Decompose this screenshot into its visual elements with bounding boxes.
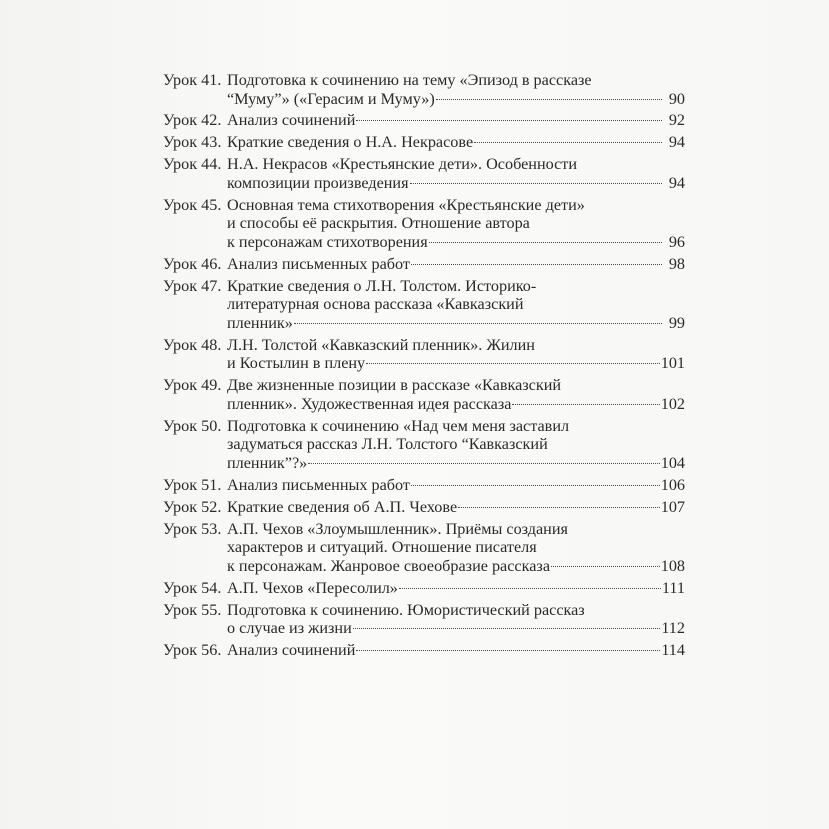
page-number: 96: [668, 232, 685, 251]
toc-entry: [163, 155, 685, 192]
lesson-number: Урок 52.: [163, 497, 222, 516]
lesson-title: [227, 71, 685, 108]
page-number: 94: [668, 133, 685, 152]
lesson-title: [227, 417, 685, 473]
page-number: 94: [668, 173, 685, 192]
lesson-number: Урок 44.: [163, 155, 222, 174]
dot-leader: [411, 485, 660, 486]
dot-leader: [512, 404, 659, 405]
toc-entry: [163, 277, 685, 333]
title-line: Подготовка к сочинению «Над чем меня заставил: [227, 416, 570, 435]
lesson-number: Урок 49.: [163, 376, 222, 395]
dot-leader: [458, 507, 660, 508]
lesson-title: [227, 476, 685, 495]
lesson-title: [227, 498, 685, 517]
dot-leader: [429, 242, 662, 243]
toc-entry: [163, 111, 685, 130]
toc-entry: [163, 417, 685, 473]
lesson-title: [227, 641, 685, 660]
lesson-number: Урок 56.: [163, 641, 222, 660]
dot-leader: [436, 99, 662, 100]
page-number: 90: [668, 89, 685, 108]
title-line: Краткие сведения об А.П. Чехове 107: [227, 497, 685, 516]
lesson-title: [227, 376, 685, 413]
lesson-title: [227, 601, 685, 638]
lesson-title: [227, 579, 685, 598]
title-line: пленник» 99: [227, 313, 685, 332]
page-number: 107: [660, 497, 685, 516]
title-line: “Муму”» («Герасим и Муму») 90: [227, 89, 685, 108]
title-line: Л.Н. Толстой «Кавказский пленник». Жилин: [227, 335, 535, 354]
title-line: литературная основа рассказа «Кавказский: [227, 295, 524, 314]
lesson-number: Урок 41.: [163, 71, 222, 89]
dot-leader: [411, 264, 662, 265]
toc-entry: [163, 579, 685, 598]
title-line: композиции произведения 94: [227, 173, 685, 192]
dot-leader: [551, 566, 660, 567]
lesson-number: Урок 45.: [163, 195, 222, 214]
lesson-number: Урок 53.: [163, 519, 222, 538]
title-line: А.П. Чехов «Злоумышленник». Приёмы создания: [227, 519, 568, 538]
lesson-number: Урок 42.: [163, 111, 222, 130]
lesson-title: [227, 196, 685, 252]
lesson-number: Урок 46.: [163, 254, 222, 273]
lesson-number: Урок 43.: [163, 133, 222, 152]
toc-entry: [163, 336, 685, 373]
title-line: А.П. Чехов «Пересолил» 111: [227, 578, 685, 597]
title-line: Краткие сведения о Л.Н. Толстом. Историко-: [227, 276, 537, 295]
lesson-title: [227, 520, 685, 576]
title-line: Краткие сведения о Н.А. Некрасове 94: [227, 133, 685, 152]
dot-leader: [294, 323, 662, 324]
lesson-title: [227, 255, 685, 274]
title-line: Две жизненные позиции в рассказе «Кавказский: [227, 376, 562, 395]
toc-entry: [163, 133, 685, 152]
dot-leader: [399, 588, 661, 589]
lesson-number: Урок 48.: [163, 335, 222, 354]
toc-entry: [163, 498, 685, 517]
toc-entry: [163, 520, 685, 576]
title-line: Анализ письменных работ 106: [227, 475, 685, 494]
title-line: Анализ сочинений 92: [227, 111, 685, 130]
toc-entry: [163, 601, 685, 638]
table-of-contents: [163, 71, 685, 663]
lesson-number: Урок 47.: [163, 276, 222, 295]
title-line: Анализ сочинений 114: [227, 641, 685, 660]
page-number: 111: [661, 578, 685, 597]
title-line: Н.А. Некрасов «Крестьянские дети». Особенности: [227, 155, 578, 174]
page-number: 114: [661, 641, 685, 660]
title-line: характеров и ситуаций. Отношение писателя: [227, 538, 537, 557]
lesson-number: Урок 51.: [163, 475, 222, 494]
lesson-title: [227, 277, 685, 333]
dot-leader: [410, 183, 662, 184]
lesson-number: Урок 54.: [163, 578, 222, 597]
title-line: пленник». Художественная идея рассказа 102: [227, 394, 685, 413]
title-line: и Костылин в плену 101: [227, 354, 685, 373]
lesson-title: [227, 111, 685, 130]
dot-leader: [356, 120, 662, 121]
title-line: пленник”?» 104: [227, 453, 685, 472]
page-number: 98: [668, 254, 685, 273]
page-number: 106: [660, 475, 685, 494]
dot-leader: [366, 363, 660, 364]
title-line: Подготовка к сочинению на тему «Эпизод в рассказе: [227, 71, 592, 89]
title-line: Основная тема стихотворения «Крестьянские дети»: [227, 195, 585, 214]
lesson-number: Урок 55.: [163, 600, 222, 619]
lesson-title: [227, 155, 685, 192]
toc-entry: [163, 376, 685, 413]
toc-entry: [163, 196, 685, 252]
page-number: 102: [660, 394, 685, 413]
page-number: 104: [660, 453, 685, 472]
title-line: к персонажам стихотворения 96: [227, 232, 685, 251]
dot-leader: [353, 628, 661, 629]
page-number: 92: [668, 111, 685, 130]
lesson-title: [227, 133, 685, 152]
title-line: и способы её раскрытия. Отношение автора: [227, 214, 530, 233]
page-number: 99: [668, 313, 685, 332]
toc-entry: [163, 476, 685, 495]
page-number: 101: [660, 354, 685, 373]
toc-entry: [163, 255, 685, 274]
lesson-title: [227, 336, 685, 373]
page-number: 108: [660, 556, 685, 575]
dot-leader: [474, 142, 662, 143]
title-line: Подготовка к сочинению. Юмористический рассказ: [227, 600, 585, 619]
title-line: к персонажам. Жанровое своеобразие рассказа 108: [227, 556, 685, 575]
dot-leader: [308, 463, 659, 464]
title-line: о случае из жизни 112: [227, 619, 685, 638]
title-line: задуматься рассказ Л.Н. Толстого “Кавказский: [227, 435, 548, 454]
toc-entry: [163, 641, 685, 660]
title-line: Анализ письменных работ 98: [227, 254, 685, 273]
lesson-number: Урок 50.: [163, 416, 222, 435]
dot-leader: [356, 650, 660, 651]
toc-entry: [163, 71, 685, 108]
page-number: 112: [661, 619, 685, 638]
